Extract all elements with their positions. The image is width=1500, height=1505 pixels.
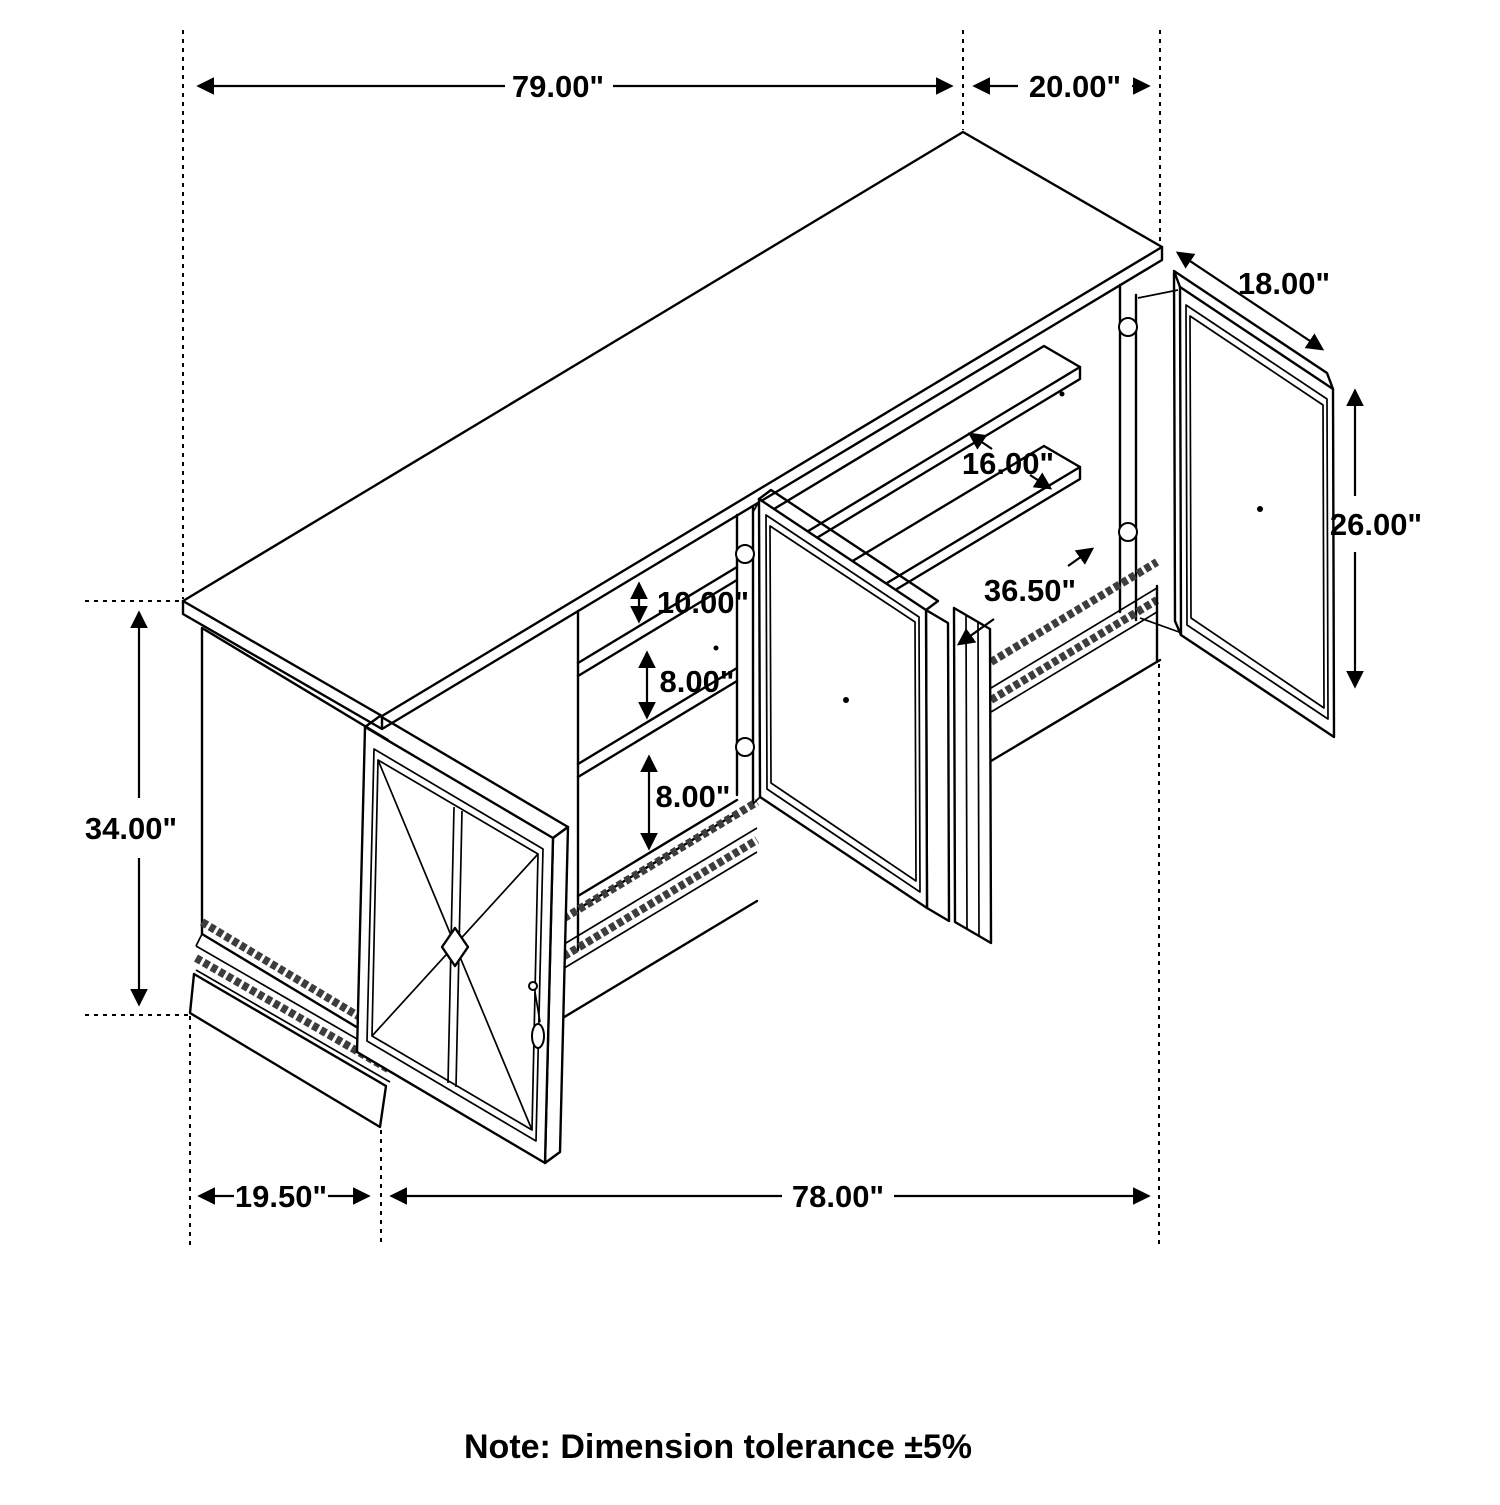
tolerance-note: Note: Dimension tolerance ±5% — [464, 1428, 972, 1466]
dim-gap-mid-label: 8.00" — [659, 664, 735, 699]
dim-opening-width-label: 36.50" — [983, 573, 1077, 608]
dim-door-height-label: 26.00" — [1329, 507, 1423, 542]
dim-door-height — [1330, 391, 1422, 686]
left-door — [357, 716, 568, 1163]
pilot-dot — [1060, 392, 1065, 397]
cam-hole — [736, 545, 754, 563]
dim-body-width-label: 78.00" — [791, 1179, 885, 1214]
pilot-dot — [714, 646, 719, 651]
dim-body-width — [392, 1179, 1148, 1214]
right-door — [1138, 271, 1334, 737]
cam-hole — [1119, 523, 1137, 541]
cam-hole — [1119, 318, 1137, 336]
dim-body-height — [85, 613, 177, 1004]
dim-shelf-depth-label: 16.00" — [961, 446, 1055, 481]
dim-body-height-label: 34.00" — [84, 811, 178, 846]
cabinet-drawing — [183, 132, 1334, 1163]
door-pull-hole — [1257, 506, 1263, 512]
middle-door-behind — [954, 608, 991, 943]
dim-side-depth — [200, 1179, 368, 1214]
cam-hole — [736, 738, 754, 756]
dim-door-width-label: 18.00" — [1237, 266, 1331, 301]
dim-gap-top-label: 10.00" — [656, 585, 750, 620]
dim-top-depth — [975, 69, 1148, 104]
dim-top-depth-label: 20.00" — [1028, 69, 1122, 104]
dim-side-depth-label: 19.50" — [234, 1179, 328, 1214]
cabinet-top-panel — [183, 132, 1162, 729]
dim-gap-bot — [649, 757, 731, 848]
door-pull-hole — [843, 697, 849, 703]
dim-opening-width — [959, 549, 1092, 644]
dim-gap-mid — [647, 653, 735, 717]
dim-gap-bot-label: 8.00" — [655, 779, 731, 814]
dim-top-width — [199, 69, 951, 104]
dim-top-width-label: 79.00" — [511, 69, 605, 104]
